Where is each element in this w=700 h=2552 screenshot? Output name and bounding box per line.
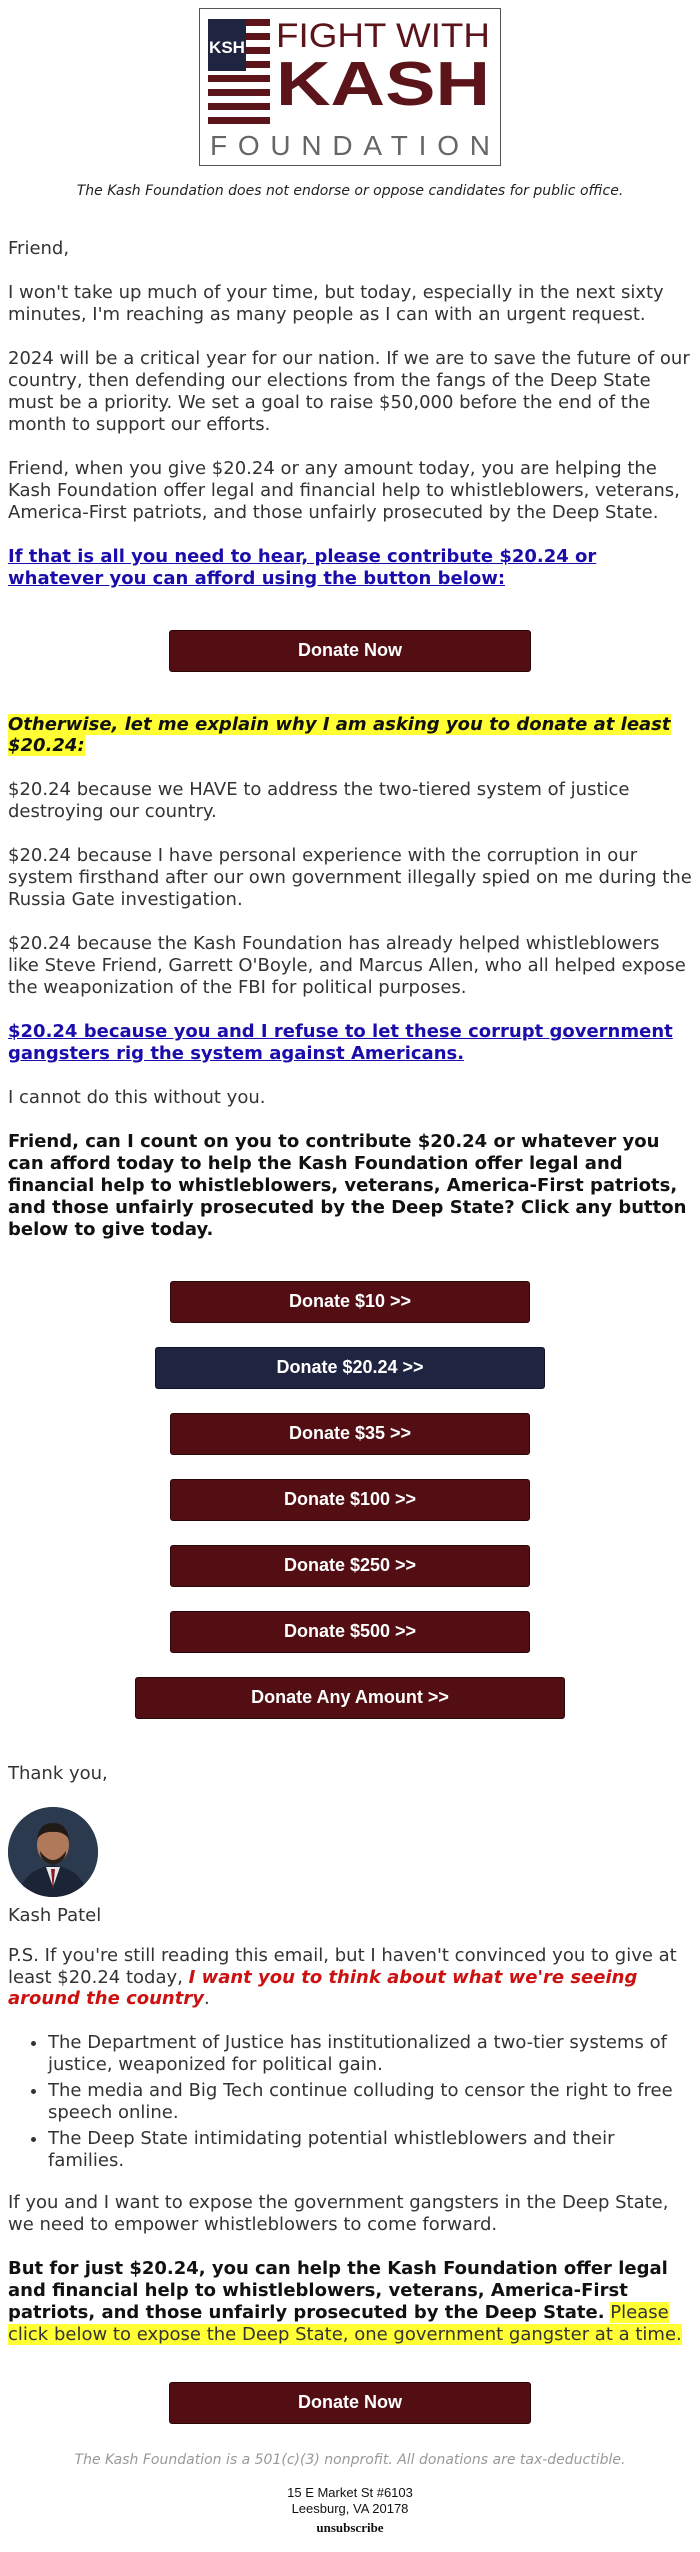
logo-line2: KASH [276, 50, 490, 119]
unsubscribe-link[interactable]: unsubscribe [316, 2520, 384, 2536]
greeting: Friend, [8, 238, 70, 260]
donate-100-button[interactable]: Donate $100 >> [170, 1479, 530, 1521]
logo-line1: FIGHT WITH [276, 17, 490, 55]
contribute-link[interactable]: If that is all you need to hear, please contribute $20.24 or whatever you can afford using the button below: [8, 545, 597, 589]
donate-35-button[interactable]: Donate $35 >> [170, 1413, 530, 1455]
paragraph-10-highlight: Please click below to expose the Deep State, one government gangster at a time. [8, 2301, 682, 2345]
logo-line3: FOUNDATION [210, 130, 490, 161]
paragraph-4: $20.24 because we HAVE to address the two-tiered system of justice destroying our country. [8, 779, 630, 823]
address-line-2: Leesburg, VA 20178 [291, 2500, 409, 2516]
donate-10-button[interactable]: Donate $10 >> [170, 1281, 530, 1323]
ps-bullet-list [48, 2032, 692, 2172]
list-item: • The media and Big Tech continue colluding to censor the right to free speech online. [48, 2080, 692, 2124]
logo-graphic [200, 9, 500, 165]
thank-you: Thank you, [8, 1762, 108, 1784]
list-item: • The Deep State intimidating potential whistleblowers and their families. [48, 2128, 692, 2172]
paragraph-1: I won't take up much of your time, but today, especially in the next sixty minutes, I'm reaching as many people as I can with an urgent request. [8, 282, 664, 325]
address-line-1: 15 E Market St #6103 [287, 2484, 413, 2500]
donate-500-button[interactable]: Donate $500 >> [170, 1611, 530, 1653]
contribute-link-wrap [8, 546, 692, 590]
highlight-text: Otherwise, let me explain why I am asking you to donate at least $20.24: [8, 713, 671, 757]
tax-note: The Kash Foundation is a 501(c)(3) nonprofit. All donations are tax-deductible. [74, 2451, 626, 2468]
highlight-wrap [8, 714, 692, 758]
footer [8, 2452, 692, 2552]
logo-badge-text: KSH [209, 38, 245, 57]
paragraph-9: If you and I want to expose the government gangsters in the Deep State, we need to empower whistleblowers to come forward. [8, 2192, 669, 2236]
paragraph-7: I cannot do this without you. [8, 1086, 266, 1108]
donate-250-button[interactable]: Donate $250 >> [170, 1545, 530, 1587]
avatar-portrait-icon [8, 1807, 98, 1897]
donate-now-top-row [8, 630, 692, 672]
kash-foundation-logo[interactable] [199, 8, 501, 166]
paragraph-5: $20.24 because I have personal experience with the corruption in our system firsthand after our own government illegally spied on me during the Russia Gate investigation. [8, 845, 692, 911]
logo-wrap [8, 0, 692, 166]
ps-paragraph [8, 1945, 692, 2011]
donate-now-bottom-button[interactable]: Donate Now [169, 2382, 531, 2424]
paragraph-2: 2024 will be a critical year for our nation. If we are to save the future of our country, then defending our elections from the fangs of the Deep State must be a priority. We set a goal to raise $50,000 before the end of the month to support our efforts. [8, 347, 690, 435]
gangsters-link-wrap [8, 1021, 692, 1065]
donate-now-button[interactable]: Donate Now [169, 630, 531, 672]
donate-buttons-group [8, 1281, 692, 1719]
signer-name: Kash Patel [8, 1904, 102, 1926]
gangsters-link[interactable]: $20.24 because you and I refuse to let these corrupt government gangsters rig the system against Americans. [8, 1021, 673, 1064]
ps-lead: P.S. If you're still reading this email, but I haven't convinced you to give at least $20.24 today, [8, 1944, 677, 1988]
donate-any-button[interactable]: Donate Any Amount >> [135, 1677, 565, 1719]
ps-red-text: I want you to think about what we're seeing around the country [8, 1966, 638, 2010]
paragraph-10 [8, 2258, 692, 2346]
list-item: • The Department of Justice has institutionalized a two-tier systems of justice, weaponized for political gain. [48, 2032, 692, 2076]
paragraph-10-bold: But for just $20.24, you can help the Kash Foundation offer legal and financial help to whistleblowers, veterans, America-First patriots, and those unfairly prosecuted by the Deep State. [8, 2258, 668, 2323]
disclaimer: The Kash Foundation does not endorse or oppose candidates for public office. [76, 183, 624, 199]
paragraph-8: Friend, can I count on you to contribute $20.24 or whatever you can afford today to help the Kash Foundation offer legal and financial help to whistleblowers, veterans, America-First patriots, and those unfairly prosecuted by the Deep State? Click any button below to give today. [8, 1130, 687, 1240]
donate-2024-button[interactable]: Donate $20.24 >> [155, 1347, 545, 1389]
avatar [8, 1807, 98, 1897]
paragraph-6: $20.24 because the Kash Foundation has already helped whistleblowers like Steve Friend, Garrett O'Boyle, and Marcus Allen, who all helped expose the weaponization of the FBI for political purposes. [8, 933, 686, 999]
donate-now-bottom-row [8, 2382, 692, 2424]
ps-end: . [203, 1988, 210, 2010]
paragraph-3: Friend, when you give $20.24 or any amount today, you are helping the Kash Foundation offer legal and financial help to whistleblowers, veterans, America-First patriots, and those unfairly prosecuted by the Deep State. [8, 457, 680, 523]
